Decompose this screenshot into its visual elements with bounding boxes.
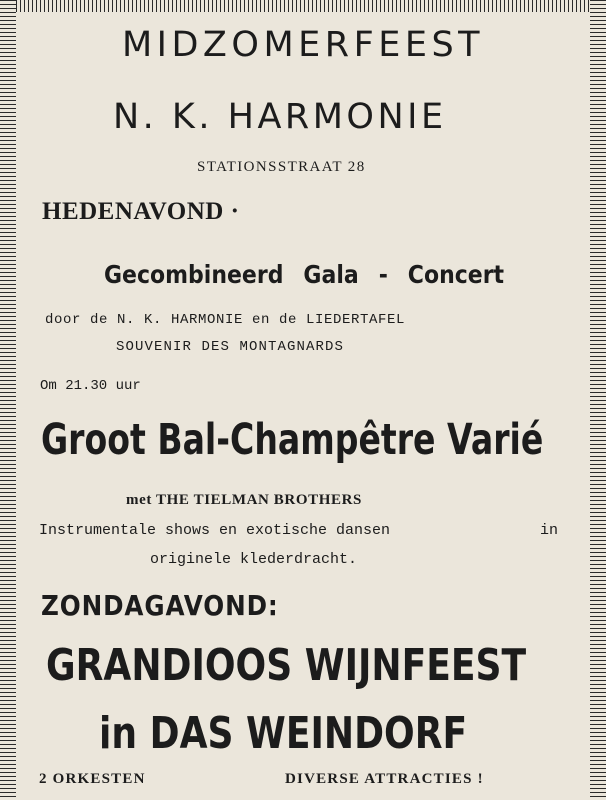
- performers-line-2: SOUVENIR DES MONTAGNARDS: [116, 339, 345, 355]
- event-time: Om 21.30 uur: [40, 378, 141, 394]
- venue-title: in DAS WEINDORF: [99, 708, 468, 759]
- shows-line-2: originele klederdracht.: [150, 551, 358, 568]
- poster-title: MIDZOMERFEEST: [121, 25, 485, 65]
- organizer-name: N. K. HARMONIE: [113, 97, 447, 137]
- ball-title: Groot Bal-Champêtre Varié: [41, 415, 544, 465]
- hatched-border-right: [590, 0, 606, 800]
- concert-title: Gecombineerd Gala - Concert: [104, 260, 505, 289]
- tonight-heading: HEDENAVOND ·: [42, 198, 240, 225]
- shows-line-1-end: in: [540, 522, 559, 539]
- sunday-heading: ZONDAGAVOND:: [41, 589, 279, 622]
- band-line: met THE TIELMAN BROTHERS: [126, 492, 362, 508]
- hatched-border-top: [16, 0, 590, 12]
- orchestras-note: 2 ORKESTEN: [39, 771, 146, 787]
- wine-festival-title: GRANDIOOS WIJNFEEST: [46, 640, 527, 691]
- shows-line-1: Instrumentale shows en exotische dansen: [39, 522, 391, 539]
- address: STATIONSSTRAAT 28: [197, 159, 366, 175]
- attractions-note: DIVERSE ATTRACTIES !: [285, 771, 484, 787]
- hatched-border-left: [0, 0, 16, 800]
- performers-line-1: door de N. K. HARMONIE en de LIEDERTAFEL: [45, 312, 406, 328]
